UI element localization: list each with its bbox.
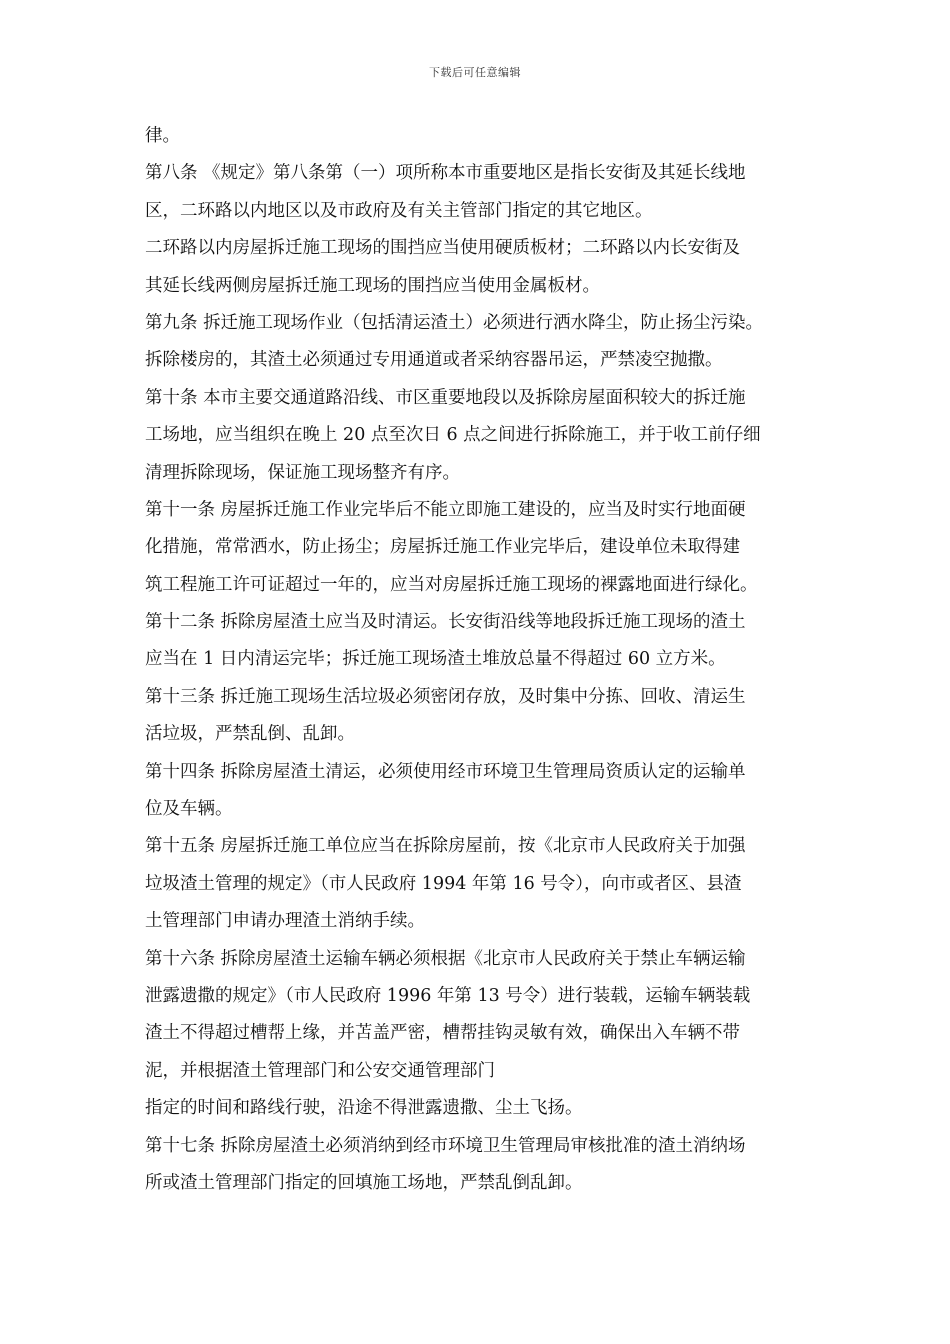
text-line: 拆除楼房的，其渣土必须通过专用通道或者采纳容器吊运，严禁凌空抛撒。 <box>145 350 723 371</box>
text-line: 筑工程施工许可证超过一年的，应当对房屋拆迁施工现场的裸露地面进行绿化。 <box>145 574 758 595</box>
text-line: 第十六条 拆除房屋渣土运输车辆必须根据《北京市人民政府关于禁止车辆运输 <box>145 948 746 969</box>
page-header: 下载后可任意编辑 <box>429 66 521 79</box>
text-line: 泄露遗撒的规定》（市人民政府 1996 年第 13 号令）进行装载，运输车辆装载 <box>145 985 751 1006</box>
text-line: 清理拆除现场，保证施工现场整齐有序。 <box>145 462 460 483</box>
document-body <box>145 118 815 1202</box>
text-line: 指定的时间和路线行驶，沿途不得泄露遗撒、尘土飞扬。 <box>145 1098 583 1119</box>
text-line: 第十一条 房屋拆迁施工作业完毕后不能立即施工建设的，应当及时实行地面硬 <box>145 499 746 520</box>
text-line: 活垃圾，严禁乱倒、乱卸。 <box>145 724 355 745</box>
text-line: 化措施，常常洒水，防止扬尘；房屋拆迁施工作业完毕后，建设单位未取得建 <box>145 537 740 558</box>
text-line: 位及车辆。 <box>145 799 233 820</box>
text-line: 垃圾渣土管理的规定》（市人民政府 1994 年第 16 号令），向市或者区、县渣 <box>145 873 742 894</box>
text-line: 二环路以内房屋拆迁施工现场的围挡应当使用硬质板材；二环路以内长安街及 <box>145 238 740 259</box>
text-line: 土管理部门申请办理渣土消纳手续。 <box>145 911 425 932</box>
text-line: 第九条 拆迁施工现场作业（包括清运渣土）必须进行洒水降尘，防止扬尘污染。 <box>145 312 764 333</box>
text-line: 第十三条 拆迁施工现场生活垃圾必须密闭存放，及时集中分拣、回收、清运生 <box>145 686 746 707</box>
text-line: 工场地，应当组织在晚上 20 点至次日 6 点之间进行拆除施工，并于收工前仔细 <box>145 425 761 446</box>
text-line: 所或渣土管理部门指定的回填施工场地，严禁乱倒乱卸。 <box>145 1172 583 1193</box>
text-line: 第十七条 拆除房屋渣土必须消纳到经市环境卫生管理局审核批准的渣土消纳场 <box>145 1135 746 1156</box>
text-line: 律。 <box>145 126 180 146</box>
text-line: 泥，并根据渣土管理部门和公安交通管理部门 <box>145 1060 495 1081</box>
text-line: 第十二条 拆除房屋渣土应当及时清运。长安街沿线等地段拆迁施工现场的渣土 <box>145 612 746 633</box>
text-line: 区，二环路以内地区以及市政府及有关主管部门指定的其它地区。 <box>145 200 653 221</box>
text-line: 其延长线两侧房屋拆迁施工现场的围挡应当使用金属板材。 <box>145 275 600 296</box>
text-line: 应当在 1 日内清运完毕；拆迁施工现场渣土堆放总量不得超过 60 立方米。 <box>145 649 726 670</box>
text-line: 渣土不得超过槽帮上缘，并苫盖严密，槽帮挂钩灵敏有效，确保出入车辆不带 <box>145 1023 740 1044</box>
text-line: 第十四条 拆除房屋渣土清运，必须使用经市环境卫生管理局资质认定的运输单 <box>145 761 746 782</box>
text-line: 第八条 《规定》第八条第（一）项所称本市重要地区是指长安街及其延长线地 <box>145 163 746 184</box>
text-line: 第十五条 房屋拆迁施工单位应当在拆除房屋前，按《北京市人民政府关于加强 <box>145 836 746 857</box>
text-line: 第十条 本市主要交通道路沿线、市区重要地段以及拆除房屋面积较大的拆迁施 <box>145 387 746 408</box>
